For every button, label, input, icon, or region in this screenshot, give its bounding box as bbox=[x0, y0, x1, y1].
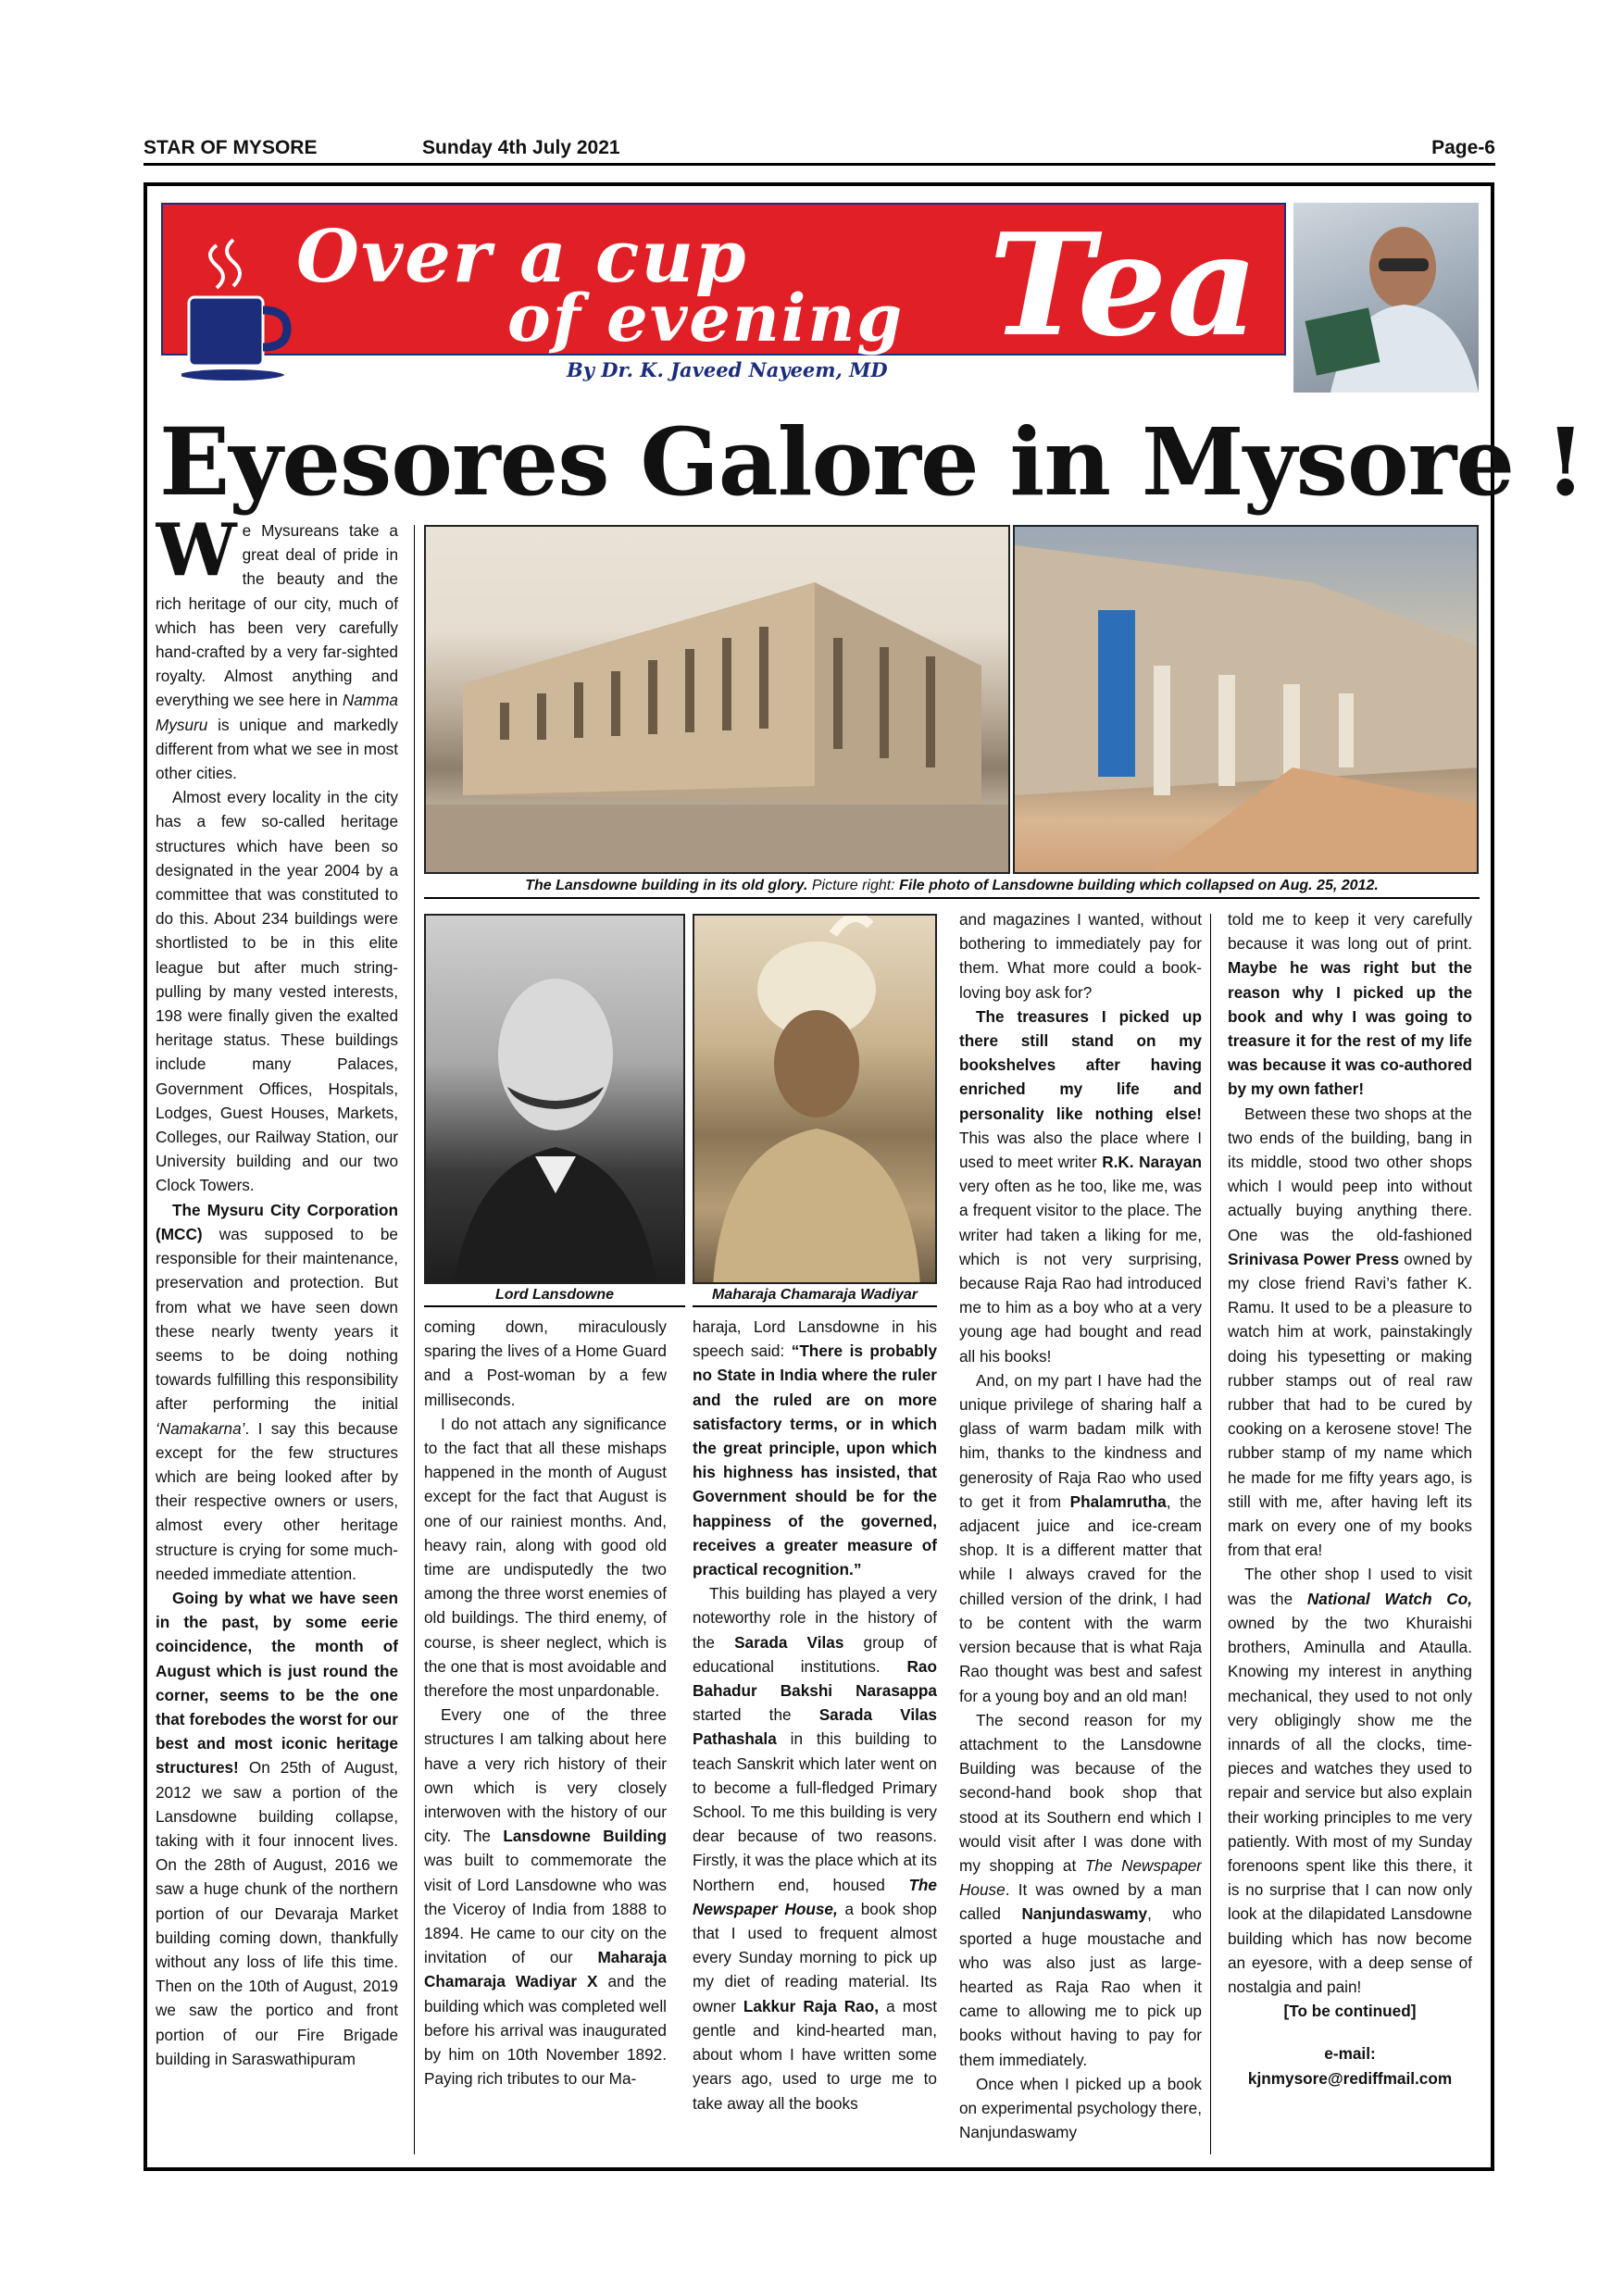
text-run: owned by my close friend Ravi’s father K. Ramu. It used to be a pleasure to watch him at work, painstakingly doing his typesetting or making rubber stamps out of real raw rubber that had to be cured by cooking on a kerosene stove! The rubber stamp of my name which he made for me fifty years ago, is still with me, after having left its mark on every one of my books from that era! bbox=[1228, 1249, 1472, 1560]
text-run: , who sported a huge moustache and who was also just as large-hearted as Raja Rao when it came to allowing me to pick up books without having to pay for them immediately. bbox=[959, 1904, 1202, 2069]
text-run: The other shop I used to visit was the bbox=[1228, 1565, 1472, 1608]
maharaja-photo bbox=[693, 914, 937, 1284]
text-run: . It was owned by a man called bbox=[959, 1880, 1202, 1924]
text-run: Maybe he was right but the reason why I picked up the book and why I was going to treasure it for the rest of my life was because it was co-authored by my own father! bbox=[1228, 958, 1472, 1099]
text-run: a most gentle and kind-hearted man, about whom I have written some years ago, used to urge me to take away all the books bbox=[693, 1996, 937, 2113]
text-run: Nanjundaswamy bbox=[1021, 1904, 1148, 1924]
author-photo bbox=[1293, 203, 1479, 393]
text-run: was supposed to be responsible for their maintenance, preservation and protection. But from what we have seen down these nearly twenty years it seems to be doing nothing towards fulfilling this responsibility after performing the initial bbox=[156, 1224, 398, 1414]
text-run: The treasures I picked up there still stand on my bookshelves after having enriched my life and personality like nothing else! bbox=[959, 1006, 1202, 1123]
text-run: group of educational institutions. bbox=[693, 1632, 937, 1676]
paragraph: Once when I picked up a book on experimental psychology there, Nanjundaswamy bbox=[959, 2074, 1202, 2142]
paragraph bbox=[156, 1586, 398, 2071]
text-run: in this building to teach Sanskrit which later went on to become a full-fledged Primary School. To me this building is very dear because of two reasons. Firstly, it was the place which at its Northern end, housed bbox=[693, 1729, 937, 1894]
text-run: On 25th of August, 2012 we saw a portion of the Lansdowne building collapse, taking with it four innocent lives. On the 28th of August, 2016 we saw a huge chunk of the northern portion of our Devaraja Market building coming down, thankfully without any loss of life this time. Then on the 10th of August, 2019 we saw the portico and front portion of our Fire Brigade building in Saraswathipuram bbox=[156, 1758, 398, 2068]
text-run: ‘Namakarna’ bbox=[156, 1418, 245, 1438]
banner-title-line2: of evening bbox=[507, 280, 905, 356]
lansdowne-collapse-photo bbox=[1013, 525, 1479, 874]
text-run: National Watch Co, bbox=[1306, 1589, 1472, 1608]
text-run: “There is probably no State in India where the ruler and the ruled are on more satisfactory terms, or in which the great principle, upon which his highness has insisted, that Government should be for the happiness of the governed, receives a greater measure of practical recognition.” bbox=[693, 1341, 937, 1579]
text-run: Phalamrutha bbox=[1069, 1491, 1167, 1511]
article-column-2 bbox=[424, 1315, 667, 2157]
text-run: The Newspaper House bbox=[959, 1855, 1202, 1900]
drop-cap: W bbox=[156, 518, 237, 593]
tea-cup-icon bbox=[181, 236, 293, 384]
text-run: , the adjacent juice and ice-cream shop. It is a different matter that while I always craved for the chilled version of the drink, I had to be content with the warm version because that is what Raja Rao thought was best and safest for a young boy and an old man! bbox=[959, 1491, 1202, 1705]
banner-title-tea: Tea bbox=[989, 202, 1258, 368]
text-run: very often as he too, like me, was a frequent visitor to the place. The writer had taken a liking for me, which is not very surprising, because Raja Rao had introduced me to him as a boy who at a very young age had bought and read all his books! bbox=[959, 1177, 1202, 1366]
text-run: Srinivasa Power Press bbox=[1228, 1249, 1400, 1268]
email-label: e-mail: bbox=[1324, 2044, 1376, 2064]
paragraph bbox=[959, 1004, 1202, 1368]
text-run: Rao Bahadur Bakshi Narasappa bbox=[693, 1656, 937, 1701]
text-run: R.K. Narayan bbox=[1102, 1153, 1202, 1172]
paragraph: and magazines I wanted, without bothering to immediately pay for them. What more could a book-loving boy ask for? bbox=[959, 910, 1202, 1002]
paragraph bbox=[1228, 1562, 1472, 1999]
issue-date: Sunday 4th July 2021 bbox=[422, 137, 620, 158]
page-header bbox=[144, 137, 1495, 166]
text-run: told me to keep it very carefully because it was long out of print. bbox=[1228, 910, 1472, 954]
paragraph bbox=[1228, 1102, 1472, 1563]
paragraph: Almost every locality in the city has a few so-called heritage structures which have been so designated in the year 2004 by a committee that was constituted to do this. About 234 buildings were shortlisted to be in this elite league but after much string-pulling by many vested interests, 198 were finally given the exalted heritage status. These buildings include many Palaces, Government Offices, Hospitals, Lodges, Guest Houses, Markets, Colleges, our Railway Station, our University building and our two Clock Towers. bbox=[156, 788, 398, 1195]
text-run: This was also the place where I used to meet writer bbox=[959, 1128, 1202, 1172]
paragraph bbox=[693, 1315, 937, 1581]
text-run: Going by what we have seen in the past, by some eerie coincidence, the month of August which is just round the corner, seems to be the one that forebodes the worst for our best and most iconic heritage structures! bbox=[156, 1588, 398, 1778]
paragraph: I do not attach any significance to the fact that all these mishaps happened in the month of August except for the fact that August is one of our rainiest months. And, heavy rain, along with good old time are undisputedly the two among the three worst enemies of old buildings. The third enemy, of course, is sheer neglect, which is the one that is most avoidable and therefore the most unpardonable. bbox=[424, 1414, 667, 1701]
text-run: Lansdowne Building bbox=[503, 1827, 667, 1846]
banner-title-line1: Over a cup bbox=[296, 215, 748, 299]
text-run: haraja, Lord Lansdowne in his speech said: bbox=[693, 1317, 937, 1361]
paragraph: coming down, miraculously sparing the lives of a Home Guard and a Post-woman by a few milliseconds. bbox=[424, 1317, 667, 1409]
text-run: And, on my part I have had the unique privilege of sharing half a glass of warm badam milk with him, thanks to the kindness and generosity of Raja Rao who used to get it from bbox=[959, 1370, 1202, 1511]
text-run: Between these two shops at the two ends of the building, bang in its middle, stood two other shops which I would peep into without actually buying anything there. One was the old-fashioned bbox=[1228, 1104, 1472, 1244]
author-byline: By Dr. K. Javeed Nayeem, MD bbox=[567, 358, 888, 381]
text-run: . I say this because except for the few structures which are being looked after by their respective owners or users, almost every other heritage structure is crying for some much-needed immediate attention. bbox=[156, 1418, 398, 1583]
column-rule bbox=[414, 525, 415, 2154]
text-run: and the building which was completed well before his arrival was inaugurated by him on 10th November 1892. Paying rich tributes to our Ma- bbox=[424, 1972, 667, 2089]
column-rule bbox=[1210, 914, 1211, 2154]
paragraph bbox=[424, 1703, 667, 2090]
text-run: Lakkur Raja Rao, bbox=[743, 1996, 880, 2015]
text-run: The Mysuru City Corporation (MCC) bbox=[156, 1200, 398, 1243]
caption-part-2: Picture right: bbox=[807, 878, 900, 893]
text-run: is unique and markedly different from what we see in most other cities. bbox=[156, 715, 398, 783]
text-run: a book shop that I used to frequent almost every Sunday morning to pick up my diet of reading material. Its owner bbox=[693, 1899, 937, 2015]
page-title: Eyesores Galore in Mysore ! bbox=[159, 407, 1585, 517]
text-run: was built to commemorate the visit of Lord Lansdowne who was the Viceroy of India from 1888 to 1894. He came to our city on the invitation of our bbox=[424, 1851, 667, 1967]
paragraph bbox=[959, 1368, 1202, 1708]
text-run: started the bbox=[693, 1705, 819, 1725]
paper-name: STAR OF MYSORE bbox=[144, 137, 318, 158]
text-run: Sarada Vilas Pathashala bbox=[693, 1705, 937, 1749]
article-column-5 bbox=[1228, 907, 1472, 2157]
caption-part-3: File photo of Lansdowne building which collapsed on Aug. 25, 2012. bbox=[899, 878, 1379, 893]
caption-part-1: The Lansdowne building in its old glory. bbox=[525, 878, 808, 893]
lansdowne-old-photo bbox=[424, 525, 1010, 874]
text-run: The second reason for my attachment to the Lansdowne Building was because of the second-hand book shop that stood at its Southern end which I would visit after I was done with my shopping at bbox=[959, 1710, 1202, 1875]
caption-lansdowne: Lord Lansdowne bbox=[424, 1287, 685, 1307]
text-run: owned by the two Khuraishi brothers, Aminulla and Ataulla. Knowing my interest in anything mechanical, they used to not only very obligingly show me the innards of all the clocks, time-pieces and watches they used to repair and service but also explain their working principles to me very patiently. With most of my Sunday forenoons spent like this there, it is no surprise that I can now only look at the dilapidated Lansdowne building which has now become an eyesore, with a deep sense of nostalgia and pain! bbox=[1228, 1613, 1472, 1996]
text-run: Sarada Vilas bbox=[734, 1632, 844, 1652]
paragraph bbox=[959, 1708, 1202, 2072]
text-run: This building has played a very noteworthy role in the history of the bbox=[693, 1584, 937, 1652]
article-column-1 bbox=[156, 518, 398, 2157]
to-be-continued: [To be continued] bbox=[1283, 2002, 1417, 2021]
text-run: Namma Mysuru bbox=[156, 691, 398, 734]
spacer bbox=[1228, 2023, 1472, 2041]
text-run: e Mysureans take a great deal of pride in the beauty and the rich heritage of our city, much of which has been very carefully hand-crafted by a very far-sighted royalty. Almost anything and everything we see here in bbox=[156, 521, 398, 710]
text-run: The Newspaper House, bbox=[693, 1875, 937, 1918]
paragraph bbox=[693, 1581, 937, 2115]
caption-maharaja: Maharaja Chamaraja Wadiyar bbox=[693, 1287, 937, 1307]
paragraph bbox=[1228, 907, 1472, 1102]
text-run: Maharaja Chamaraja Wadiyar X bbox=[424, 1948, 667, 1991]
email-address[interactable]: kjnmysore@rediffmail.com bbox=[1247, 2068, 1453, 2088]
text-run: Every one of the three structures I am talking about here have a very rich history of their own which is very closely interwoven with the history of our city. The bbox=[424, 1705, 667, 1846]
article-column-4 bbox=[959, 907, 1202, 2157]
photo-caption bbox=[424, 878, 1480, 899]
lord-lansdowne-photo bbox=[424, 914, 685, 1284]
paragraph bbox=[156, 1198, 398, 1586]
article-column-3 bbox=[693, 1315, 937, 2157]
page-number: Page-6 bbox=[1431, 137, 1495, 158]
